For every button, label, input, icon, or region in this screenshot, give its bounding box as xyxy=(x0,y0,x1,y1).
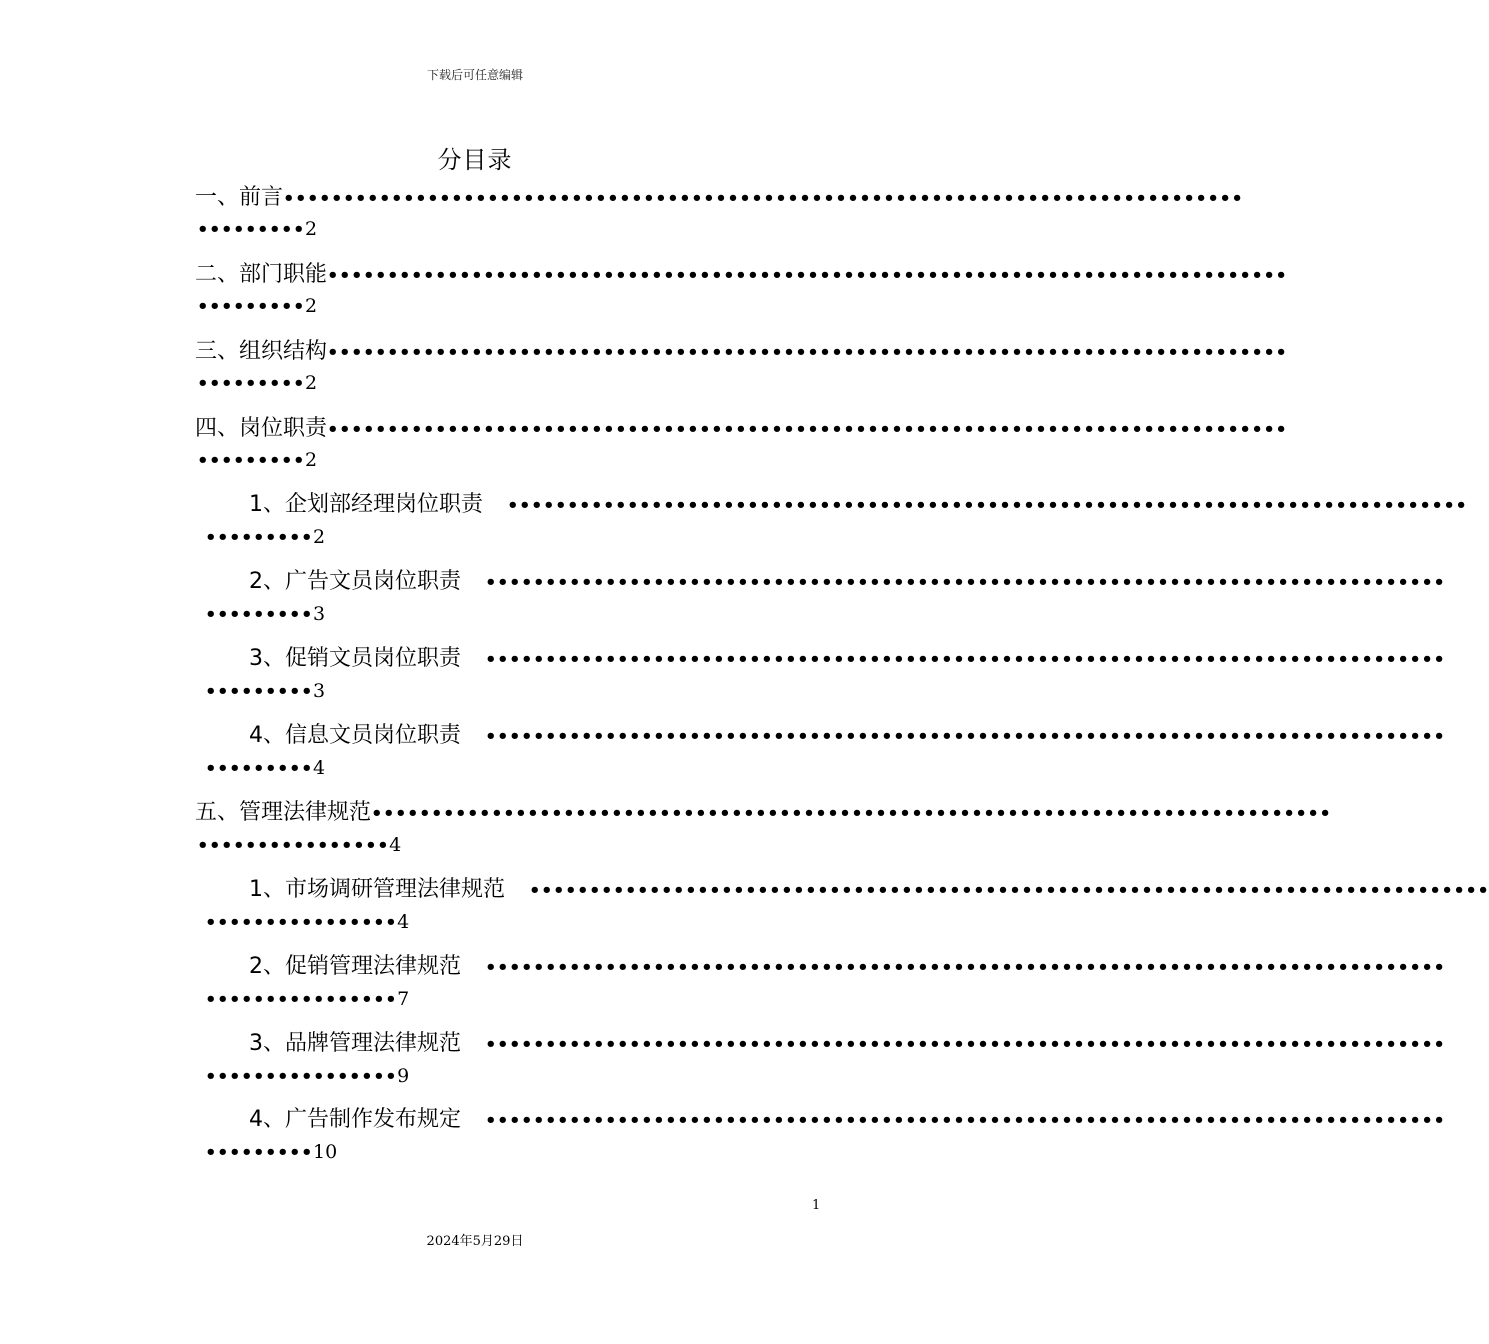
toc-entry-continuation xyxy=(197,372,317,398)
toc-entry-continuation xyxy=(205,1065,409,1091)
toc-entry-continuation xyxy=(205,680,325,706)
toc-page-number: 7 xyxy=(397,988,410,1010)
toc-entry[interactable] xyxy=(195,180,1244,210)
dot-leader: •••••••••••••••••••••••••••••••••••••••••••••••••••••••••••••••••••••••••••••••• xyxy=(485,726,1446,747)
toc-entry-continuation xyxy=(205,911,409,937)
dot-leader: •••••••••••••••••••••••••••••••••••••••••••••••••••••••••••••••••••••••••••••••• xyxy=(529,880,1489,901)
toc-entry-label: 二、部门职能 xyxy=(195,262,328,287)
toc-page-number: 2 xyxy=(305,372,318,394)
toc-page-number: 3 xyxy=(313,603,326,625)
toc-page-number: 9 xyxy=(397,1065,410,1087)
toc-entry-label: 2、广告文员岗位职责 xyxy=(249,569,461,594)
toc-entry-label: 4、信息文员岗位职责 xyxy=(249,723,461,748)
toc-page-number: 2 xyxy=(313,526,326,548)
toc-subentry[interactable] xyxy=(195,872,1489,902)
toc-entry-label: 2、促销管理法律规范 xyxy=(249,954,461,979)
toc-entry-continuation xyxy=(205,757,325,783)
dot-leader: •••••••••••••••••••••••••••••••••••••••••••••••••••••••••••••••••••••••••••••••• xyxy=(485,572,1446,593)
toc-entry-continuation xyxy=(205,1141,337,1167)
dot-leader: ••••••••• xyxy=(205,604,314,625)
dot-leader: •••••••••••••••• xyxy=(205,912,398,933)
toc-subentry[interactable] xyxy=(195,718,1446,748)
dot-leader: ••••••••• xyxy=(197,450,306,471)
toc-title: 分目录 xyxy=(437,146,513,174)
dot-leader: ••••••••• xyxy=(205,681,314,702)
dot-leader: ••••••••• xyxy=(197,219,306,240)
toc-page-number: 4 xyxy=(397,911,410,933)
toc-entry-label: 1、市场调研管理法律规范 xyxy=(249,877,505,902)
header-note: 下载后可任意编辑 xyxy=(426,68,523,82)
dot-leader: •••••••••••••••••••••••••••••••••••••••••••••••••••••••••••••••••••••••••••••••• xyxy=(327,342,1288,363)
toc-page-number: 10 xyxy=(313,1141,338,1163)
toc-subentry[interactable] xyxy=(195,1026,1446,1056)
toc-entry-label: 三、组织结构 xyxy=(195,339,328,364)
dot-leader: •••••••••••••••••••••••••••••••••••••••••••••••••••••••••••••••••••••••••••••••• xyxy=(283,188,1244,209)
toc-entry-label: 4、广告制作发布规定 xyxy=(249,1107,461,1132)
toc-entry-label: 四、岗位职责 xyxy=(195,416,328,441)
toc-entry-label: 一、前言 xyxy=(195,185,284,210)
dot-leader: •••••••••••••••••••••••••••••••••••••••••••••••••••••••••••••••••••••••••••••••• xyxy=(327,419,1288,440)
toc-entry-continuation xyxy=(197,295,317,321)
dot-leader: ••••••••• xyxy=(197,296,306,317)
dot-leader: •••••••••••••••••••••••••••••••••••••••••••••••••••••••••••••••••••••••••••••••• xyxy=(485,1034,1446,1055)
toc-subentry[interactable] xyxy=(195,949,1446,979)
dot-leader: ••••••••• xyxy=(205,1142,314,1163)
dot-leader: •••••••••••••••• xyxy=(205,1066,398,1087)
dot-leader: •••••••••••••••••••••••••••••••••••••••••••••••••••••••••••••••••••••••••••••••• xyxy=(371,803,1332,824)
toc-page-number: 3 xyxy=(313,680,326,702)
toc-entry[interactable] xyxy=(195,795,1332,825)
toc-entry[interactable] xyxy=(195,334,1288,364)
toc-entry-continuation xyxy=(205,603,325,629)
toc-page-number: 4 xyxy=(313,757,326,779)
toc-entry-label: 1、企划部经理岗位职责 xyxy=(249,492,483,517)
dot-leader: ••••••••• xyxy=(205,758,314,779)
toc-entry-label: 3、促销文员岗位职责 xyxy=(249,646,461,671)
dot-leader: •••••••••••••••••••••••••••••••••••••••••••••••••••••••••••••••••••••••••••••••• xyxy=(485,1110,1446,1131)
toc-entry-continuation xyxy=(197,449,317,475)
toc-entry-continuation xyxy=(197,834,401,860)
toc-subentry[interactable] xyxy=(195,641,1446,671)
toc-page-number: 4 xyxy=(389,834,402,856)
toc-page-number: 2 xyxy=(305,295,318,317)
toc-entry-label: 五、管理法律规范 xyxy=(195,800,372,825)
dot-leader: ••••••••• xyxy=(205,527,314,548)
toc-entry-continuation xyxy=(197,218,317,244)
footer-date: 2024年5月29日 xyxy=(426,1234,524,1249)
dot-leader: •••••••••••••••••••••••••••••••••••••••••••••••••••••••••••••••••••••••••••••••• xyxy=(485,957,1446,978)
dot-leader: •••••••••••••••••••••••••••••••••••••••••••••••••••••••••••••••••••••••••••••••• xyxy=(507,495,1468,516)
dot-leader: ••••••••• xyxy=(197,373,306,394)
toc-entry[interactable] xyxy=(195,411,1288,441)
toc-subentry[interactable] xyxy=(195,487,1468,517)
toc-subentry[interactable] xyxy=(195,564,1446,594)
toc-page-number: 2 xyxy=(305,218,318,240)
dot-leader: •••••••••••••••• xyxy=(205,989,398,1010)
toc-page-number: 2 xyxy=(305,449,318,471)
dot-leader: •••••••••••••••••••••••••••••••••••••••••••••••••••••••••••••••••••••••••••••••• xyxy=(485,649,1446,670)
toc-entry[interactable] xyxy=(195,257,1288,287)
dot-leader: •••••••••••••••• xyxy=(197,835,390,856)
toc-subentry[interactable] xyxy=(195,1102,1446,1132)
toc-entry-continuation xyxy=(205,526,325,552)
dot-leader: •••••••••••••••••••••••••••••••••••••••••••••••••••••••••••••••••••••••••••••••• xyxy=(327,265,1288,286)
toc-entry-continuation xyxy=(205,988,409,1014)
page-number: 1 xyxy=(812,1198,821,1213)
toc-entry-label: 3、品牌管理法律规范 xyxy=(249,1031,461,1056)
